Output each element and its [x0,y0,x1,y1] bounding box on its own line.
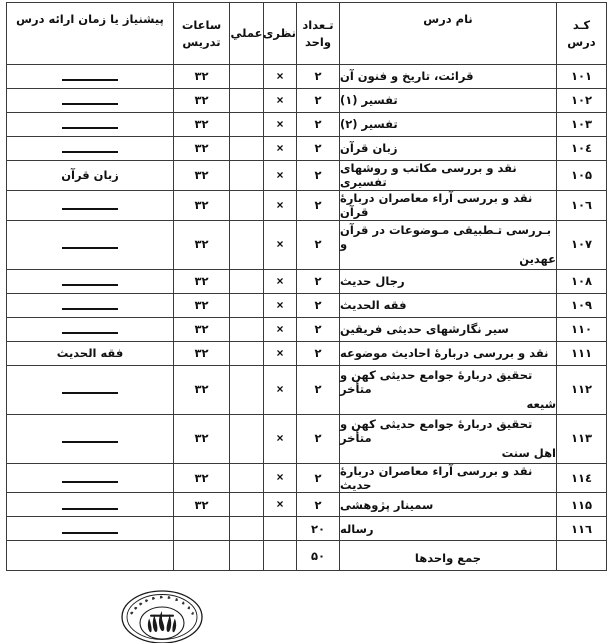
cell-practical [230,137,264,161]
cell-units: ۲ [297,89,340,113]
table-header [7,3,607,65]
column-header-practical: عملي [230,3,264,65]
cell-course-code: ۱۱۳ [557,414,607,463]
cell-practical [230,517,264,541]
cell-teaching-hours: ۳۲ [174,190,230,220]
cell-prerequisite [7,414,174,463]
no-prerequisite-dash [62,127,118,129]
units-header-line1: تـعداد [302,17,334,32]
course-curriculum-table [6,2,607,571]
cell-prerequisite [7,220,174,269]
theory-check-mark: × [276,382,284,396]
theory-check-mark: × [276,117,284,131]
cell-course-name [340,414,557,463]
course-name-line1: نقد و بررسی آراء معاصران دربارۀ حدیث [340,463,533,492]
cell-teaching-hours: ۳۲ [174,293,230,317]
theory-check-mark: × [276,297,284,312]
table-row [7,414,607,463]
cell-practical [230,113,264,137]
course-name-line1: نقد و بررسی آراء معاصران دربارۀ قرآن [340,190,533,220]
table-row [7,161,607,191]
cell-total-hours [174,541,230,571]
cell-course-name [340,190,557,220]
course-name-line1: نقد و بررسی دربارۀ احادیث موضوعه [340,345,549,360]
cell-course-code: ۱۰٤ [557,137,607,161]
course-name-line1: سیر نگارشهای حدیثی فریقین [340,321,509,336]
cell-units: ۲ [297,365,340,414]
theory-check-mark: × [276,93,284,107]
table-row [7,493,607,517]
cell-practical [230,89,264,113]
cell-teaching-hours: ۳۲ [174,365,230,414]
cell-theoretical [264,517,297,541]
theory-check-mark: × [276,237,284,251]
cell-theoretical [264,220,297,269]
no-prerequisite-dash [62,392,118,394]
cell-theoretical [264,293,297,317]
cell-theoretical [264,493,297,517]
no-prerequisite-dash [62,532,118,534]
cell-teaching-hours: ۳۲ [174,137,230,161]
course-name-line1: زبان قرآن [340,141,398,156]
cell-units: ۲ [297,113,340,137]
cell-course-name [340,463,557,493]
theory-check-mark: × [276,321,284,336]
table-row [7,517,607,541]
cell-practical [230,365,264,414]
cell-course-code: ۱۰۲ [557,89,607,113]
cell-units: ۲ [297,65,340,89]
cell-units: ۲ [297,220,340,269]
cell-units: ۲ [297,341,340,365]
theory-check-mark: × [276,197,284,212]
course-name-line1: بـررسی تـطبیقی مـوضوعات در قرآن و [340,222,552,252]
cell-course-code: ۱۰۱ [557,65,607,89]
no-prerequisite-dash [62,247,118,249]
cell-total-code [557,541,607,571]
no-prerequisite-dash [62,103,118,105]
cell-course-name [340,341,557,365]
course-code-header-line1: کـد [572,17,591,32]
course-name-line2: اهل سنت [501,445,556,460]
cell-course-code: ۱۰۹ [557,293,607,317]
cell-practical [230,493,264,517]
cell-prerequisite [7,341,174,365]
cell-units: ۲ [297,137,340,161]
cell-theoretical [264,414,297,463]
cell-total-practical [230,541,264,571]
theory-check-mark: × [276,345,284,360]
cell-prerequisite [7,463,174,493]
theory-check-mark: × [276,470,284,485]
no-prerequisite-dash [62,508,118,510]
cell-prerequisite [7,493,174,517]
cell-practical [230,341,264,365]
cell-teaching-hours: ۳۲ [174,89,230,113]
no-prerequisite-dash [62,151,118,153]
cell-course-code: ۱۱۰ [557,317,607,341]
units-header-line2: واحد [304,34,332,49]
course-name-line1: فقه الحدیث [340,297,407,312]
cell-course-code: ۱۱۱ [557,341,607,365]
table-row [7,317,607,341]
cell-course-name [340,113,557,137]
cell-teaching-hours: ۳۲ [174,317,230,341]
cell-units: ۲ [297,269,340,293]
cell-course-name [340,493,557,517]
course-name-line1: قرائت، تاریخ و فنون آن [340,69,474,84]
cell-units: ۲ [297,293,340,317]
cell-units: ۲۰ [297,517,340,541]
cell-practical [230,317,264,341]
cell-prerequisite [7,517,174,541]
table-total-row [7,541,607,571]
cell-units: ۲ [297,190,340,220]
course-code-header-line2: درس [567,34,596,49]
table-row [7,65,607,89]
cell-theoretical [264,365,297,414]
theory-check-mark: × [276,141,284,155]
table-row [7,463,607,493]
no-prerequisite-dash [62,441,118,443]
column-header-course-name: نام درس [340,3,557,65]
hours-header-line2: تدریس [182,34,221,49]
table-row [7,341,607,365]
no-prerequisite-dash [62,481,118,483]
course-name-line1: تحقیق دربارۀ جوامع حدیثی کهن و متأخر [340,416,533,446]
cell-prerequisite [7,113,174,137]
cell-course-name [340,161,557,191]
cell-teaching-hours [174,517,230,541]
theory-check-mark: × [276,69,284,83]
course-name-line1: رجال حدیث [340,273,405,288]
course-name-line1: تفسیر (۱) [340,93,398,108]
no-prerequisite-dash [62,308,118,310]
cell-course-name [340,317,557,341]
cell-course-code: ۱۰۷ [557,220,607,269]
cell-practical [230,190,264,220]
cell-course-name [340,89,557,113]
cell-course-name [340,137,557,161]
cell-teaching-hours: ۳۲ [174,341,230,365]
table-row [7,113,607,137]
cell-theoretical [264,463,297,493]
cell-units: ۲ [297,161,340,191]
cell-theoretical [264,161,297,191]
cell-prerequisite [7,269,174,293]
no-prerequisite-dash [62,284,118,286]
course-name-line2: شیعه [526,396,556,411]
no-prerequisite-dash [62,79,118,81]
cell-units: ۲ [297,414,340,463]
cell-course-code: ۱۰۵ [557,161,607,191]
cell-total-theoretical [264,541,297,571]
cell-prerequisite [7,293,174,317]
cell-prerequisite [7,89,174,113]
course-name-line1: رساله [340,521,374,536]
cell-course-code: ۱۰٦ [557,190,607,220]
column-header-prerequisite: پیشنیاز یا زمان ارائه درس [7,3,174,65]
cell-total-label: جمع واحدها [340,541,557,571]
cell-prerequisite [7,365,174,414]
table-row [7,365,607,414]
cell-total-prerequisite [7,541,174,571]
cell-course-code: ۱۱٦ [557,517,607,541]
cell-teaching-hours: ۳۲ [174,220,230,269]
table-row [7,269,607,293]
cell-course-name [340,517,557,541]
table-row [7,89,607,113]
theory-check-mark: × [276,431,284,445]
cell-teaching-hours: ۳۲ [174,493,230,517]
cell-course-code: ۱۱٤ [557,463,607,493]
cell-practical [230,463,264,493]
course-name-line2: عهدین [519,251,556,266]
cell-practical [230,414,264,463]
cell-practical [230,293,264,317]
column-header-course-code [557,3,607,65]
table-row [7,137,607,161]
cell-theoretical [264,317,297,341]
cell-prerequisite [7,317,174,341]
cell-teaching-hours: ۳۲ [174,463,230,493]
cell-total-units: ۵۰ [297,541,340,571]
cell-course-code: ۱۰۸ [557,269,607,293]
prerequisite-text: زبان قرآن [61,168,119,183]
column-header-teaching-hours [174,3,230,65]
cell-course-name [340,269,557,293]
cell-course-name [340,220,557,269]
cell-theoretical [264,65,297,89]
cell-units: ۲ [297,493,340,517]
course-name-line1: نقد و بررسی مکاتب و روشهای تفسیری [340,161,517,190]
header-row [7,3,607,65]
cell-course-name [340,293,557,317]
cell-teaching-hours: ۳۲ [174,65,230,89]
cell-prerequisite [7,65,174,89]
cell-prerequisite [7,137,174,161]
cell-prerequisite [7,190,174,220]
official-ministry-seal-icon [108,583,216,643]
cell-teaching-hours: ۳۲ [174,161,230,191]
column-header-units [297,3,340,65]
cell-teaching-hours: ۳۲ [174,269,230,293]
cell-theoretical [264,89,297,113]
cell-theoretical [264,113,297,137]
cell-practical [230,161,264,191]
cell-units: ۲ [297,463,340,493]
table-row [7,190,607,220]
cell-theoretical [264,269,297,293]
cell-teaching-hours: ۳۲ [174,414,230,463]
course-name-line1: سمینار پژوهشی [340,497,434,512]
prerequisite-text: فقه الحدیث [56,345,124,360]
cell-course-code: ۱۱۵ [557,493,607,517]
cell-practical [230,220,264,269]
cell-course-code: ۱۱۲ [557,365,607,414]
theory-check-mark: × [276,497,284,512]
course-name-line1: تفسیر (۲) [340,117,398,132]
table-row [7,220,607,269]
cell-practical [230,65,264,89]
cell-teaching-hours: ۳۲ [174,113,230,137]
course-name-line1: تحقیق دربارۀ جوامع حدیثی کهن و متأخر [340,367,533,397]
cell-theoretical [264,341,297,365]
cell-units: ۲ [297,317,340,341]
hours-header-line1: ساعات [181,17,222,32]
table-row [7,293,607,317]
no-prerequisite-dash [62,208,118,210]
cell-practical [230,269,264,293]
cell-theoretical [264,190,297,220]
cell-course-name [340,365,557,414]
cell-course-code: ۱۰۳ [557,113,607,137]
cell-theoretical [264,137,297,161]
no-prerequisite-dash [62,332,118,334]
theory-check-mark: × [276,273,284,288]
theory-check-mark: × [276,167,284,182]
column-header-theoretical: نظری [264,3,297,65]
cell-prerequisite [7,161,174,191]
cell-course-name [340,65,557,89]
table-body [7,65,607,571]
